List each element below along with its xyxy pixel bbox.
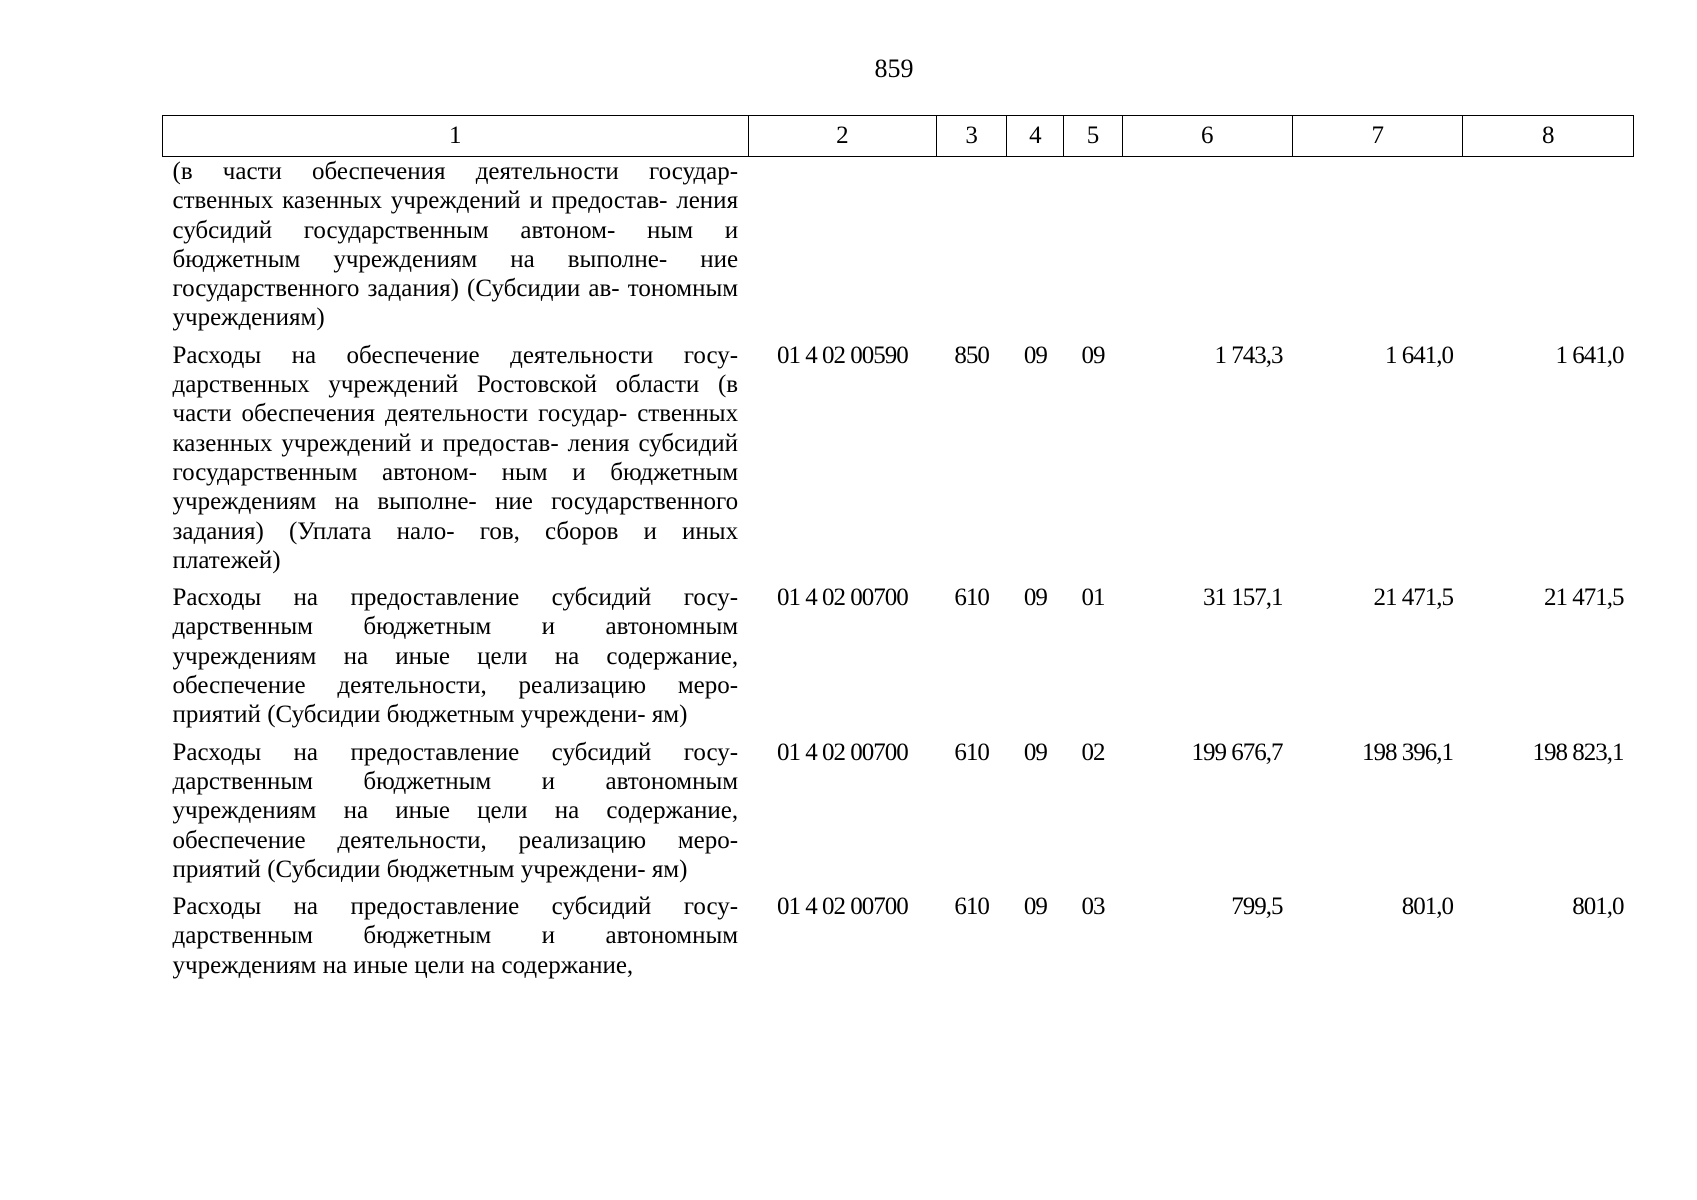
- target-article-code: 01 4 02 00700: [776, 893, 908, 921]
- header-col-1: 1: [163, 116, 749, 157]
- target-article-code: [748, 157, 937, 341]
- description-line: ям): [651, 855, 688, 883]
- expense-type-code: [937, 157, 1007, 341]
- expense-type-code: 610: [954, 584, 989, 612]
- table-row: [163, 583, 1634, 737]
- header-col-4: 4: [1007, 116, 1064, 157]
- expense-type-code: 850: [954, 341, 989, 369]
- section-code: [1007, 157, 1064, 341]
- amount-year-3: 21 471,5: [1544, 584, 1624, 612]
- header-col-5: 5: [1064, 116, 1122, 157]
- description-line: ние государственного задания) (Субсидии ав-: [172, 245, 739, 303]
- section-code: 09: [1023, 584, 1047, 612]
- description-line: учреждениям на иные цели на содержание,: [172, 642, 739, 670]
- description-line: дарственным бюджетным и автономным: [172, 767, 739, 795]
- target-article-code: 01 4 02 00700: [776, 738, 908, 766]
- amount-year-3: 198 823,1: [1532, 738, 1624, 766]
- amount-year-1: 799,5: [1231, 893, 1283, 921]
- section-code: 09: [1023, 738, 1047, 766]
- expense-type-code: 610: [954, 738, 989, 766]
- description-line: учреждениям на иные цели на содержание,: [172, 951, 634, 979]
- header-col-3: 3: [937, 116, 1007, 157]
- header-col-2: 2: [748, 116, 937, 157]
- amount-year-2: 21 471,5: [1373, 584, 1453, 612]
- subsection-code: 09: [1081, 341, 1105, 369]
- section-code: 09: [1023, 341, 1047, 369]
- amount-year-2: 1 641,0: [1384, 341, 1453, 369]
- amount-year-2: [1293, 157, 1463, 341]
- amount-year-1: [1122, 157, 1292, 341]
- amount-year-3: 801,0: [1572, 893, 1624, 921]
- target-article-code: 01 4 02 00590: [776, 341, 908, 369]
- header-col-6: 6: [1122, 116, 1292, 157]
- table-row: [163, 738, 1634, 892]
- table-row: [163, 341, 1634, 583]
- description-line: дарственным бюджетным и автономным: [172, 922, 739, 950]
- description-line: обеспечение деятельности, реализацию меро-: [172, 672, 739, 700]
- description-line: Расходы на обеспечение деятельности госу-: [172, 341, 739, 369]
- amount-year-2: 801,0: [1401, 893, 1453, 921]
- description-line: (в части обеспечения деятельности государ-: [172, 158, 739, 185]
- amount-year-1: 1 743,3: [1214, 341, 1283, 369]
- expense-description: [163, 583, 749, 737]
- table-row: [163, 157, 1634, 341]
- description-line: учреждениям на иные цели на содержание,: [172, 797, 739, 825]
- description-line: ления субсидий государственным автоном-: [172, 429, 739, 486]
- section-code: 09: [1023, 893, 1047, 921]
- description-line: (в части обеспечения деятельности государ-: [172, 371, 739, 428]
- amount-year-3: 1 641,0: [1555, 341, 1624, 369]
- description-line: ным и бюджетным учреждениям на выполне-: [172, 458, 739, 516]
- amount-year-1: 199 676,7: [1191, 738, 1283, 766]
- description-line: ным и бюджетным учреждениям на выполне-: [172, 216, 739, 273]
- description-line: приятий (Субсидии бюджетным учреждени-: [172, 855, 646, 883]
- table-header-row: [163, 116, 1634, 157]
- amount-year-3: [1463, 157, 1634, 341]
- subsection-code: 02: [1081, 738, 1105, 766]
- description-line: дарственным бюджетным и автономным: [172, 613, 739, 641]
- description-line: обеспечение деятельности, реализацию меро-: [172, 826, 739, 854]
- page-number: 859: [874, 54, 914, 83]
- subsection-code: [1064, 157, 1122, 341]
- table-row: [163, 892, 1634, 988]
- expense-description: [163, 892, 749, 988]
- expense-description: [163, 157, 749, 341]
- amount-year-2: 198 396,1: [1361, 738, 1453, 766]
- expense-description: [163, 738, 749, 892]
- description-line: Расходы на предоставление субсидий госу-: [172, 893, 739, 921]
- expense-type-code: 610: [954, 893, 989, 921]
- description-line: ственных казенных учреждений и предостав-: [172, 400, 739, 457]
- description-line: тономным учреждениям): [172, 275, 739, 332]
- description-line: Расходы на предоставление субсидий госу-: [172, 738, 739, 766]
- description-line: ям): [651, 701, 688, 729]
- description-line: ние государственного задания) (Уплата нало-: [172, 488, 739, 545]
- description-line: гов, сборов и иных платежей): [172, 517, 739, 574]
- description-line: ственных казенных учреждений и предостав-: [172, 187, 668, 215]
- table-body: [163, 157, 1634, 989]
- description-line: ления субсидий государственным автоном-: [172, 187, 739, 244]
- subsection-code: 03: [1081, 893, 1105, 921]
- target-article-code: 01 4 02 00700: [776, 584, 908, 612]
- description-line: приятий (Субсидии бюджетным учреждени-: [172, 701, 646, 729]
- description-line: дарственных учреждений Ростовской области: [172, 371, 700, 399]
- description-line: Расходы на предоставление субсидий госу-: [172, 584, 739, 612]
- header-col-8: 8: [1463, 116, 1634, 157]
- budget-table: [162, 115, 1634, 988]
- expense-description: [163, 341, 749, 583]
- subsection-code: 01: [1081, 584, 1105, 612]
- header-col-7: 7: [1293, 116, 1463, 157]
- amount-year-1: 31 157,1: [1203, 584, 1283, 612]
